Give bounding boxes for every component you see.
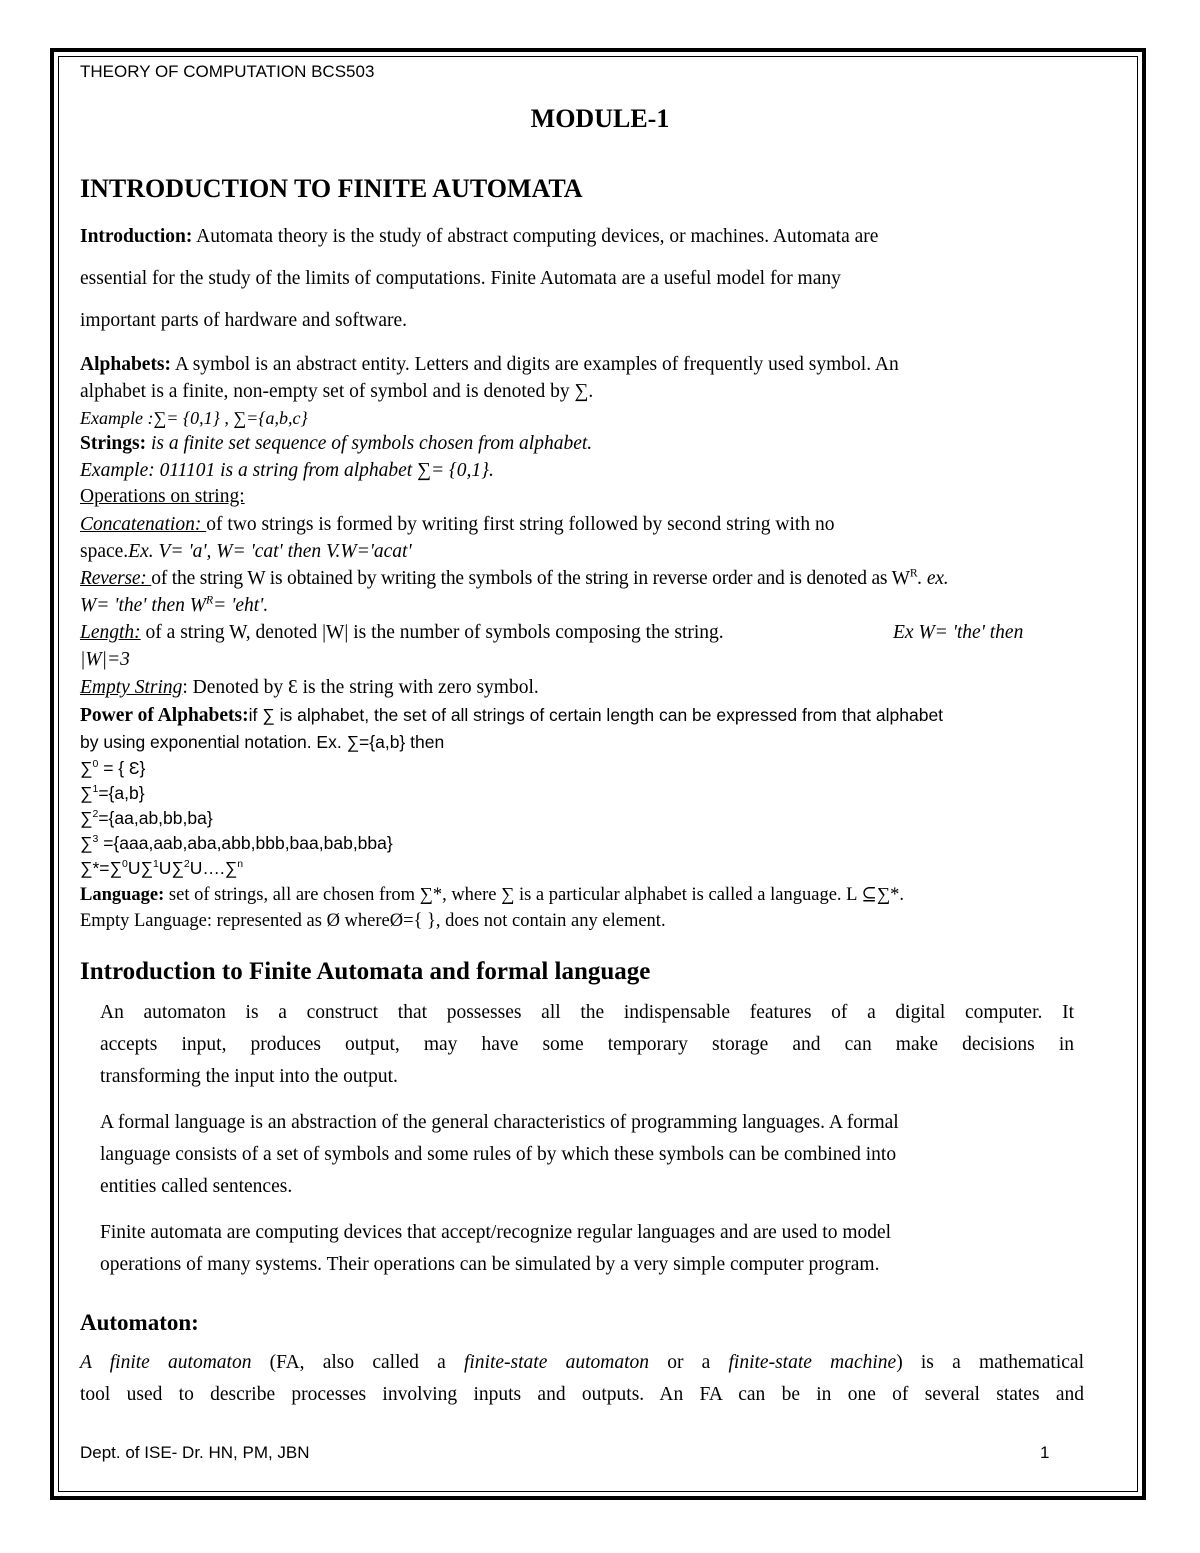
length-line-1 [80,622,724,644]
automaton-term-fsa: finite-state automaton [463,1352,649,1373]
power-three [80,833,393,854]
power-zero [80,758,145,779]
automaton-text-3: ) is a mathematical [896,1352,1084,1373]
fa-p2-line-2: language consists of a set of symbols and some rules of by which these symbols can be combined into [100,1144,897,1165]
star-s0: 0 [121,858,128,871]
footer-dept: Dept. of ISE- Dr. HN, PM, JBN [80,1443,310,1462]
power-one [80,783,145,804]
language-text-1: set of strings, all are chosen from ∑*, where ∑ is a particular alphabet is called a language. L ⊆∑*. [164,885,904,905]
reverse-label: Reverse: [80,568,152,589]
strings-example: Example: 011101 is a string from alphabet ∑= {0,1}. [80,460,494,481]
star-a: ∑*=∑ [80,858,122,878]
power-star [80,858,243,879]
concat-text-2a: space. [80,541,129,562]
intro-text-1: Automata theory is the study of abstract computing devices, or machines. Automata are [192,226,879,247]
reverse-ex-sup: R [206,593,214,607]
alphabets-example: Example :∑= {0,1} , ∑={a,b,c} [80,408,308,428]
reverse-text-1: of the string W is obtained by writing the symbols of the string in reverse order and is denoted as W [151,568,910,589]
power-one-set: ={a,b} [98,783,145,803]
automaton-text-1: (FA, also called a [251,1352,464,1373]
power-label: Power of Alphabets: [80,705,249,726]
concat-text-1: of two strings is formed by writing first string followed by second string with no [206,514,835,535]
fa-p1-line-1: An automaton is a construct that possesses all the indispensable features of a digital computer. It [100,1002,1074,1023]
reverse-line-1 [80,568,948,590]
automaton-line-2: tool used to describe processes involving inputs and outputs. An FA can be in one of several states and [80,1384,1084,1405]
reverse-ex-a: W= 'the' then W [80,595,207,616]
concat-example: Ex. V= 'a', W= 'cat' then V.W='acat' [128,541,412,562]
strings-label: Strings: [80,433,147,454]
power-three-sup: 3 [92,833,99,846]
fa-p2-line-1: A formal language is an abstraction of the general characteristics of programming languages. A formal [100,1112,899,1133]
page-header: THEORY OF COMPUTATION BCS503 [80,62,375,81]
automaton-term-fsm: finite-state machine [728,1352,897,1373]
empty-string-text: : Denoted by Ɛ is the string with zero symbol. [182,677,539,698]
alphabets-text-1: A symbol is an abstract entity. Letters and digits are examples of frequently used symbol. An [171,354,899,375]
reverse-ex-b: = 'eht'. [213,595,269,616]
automaton-text-2: or a [649,1352,729,1373]
alphabets-label: Alphabets: [80,354,172,375]
intro-label: Introduction: [80,226,193,247]
strings-line [80,433,592,455]
fa-p3-line-2: operations of many systems. Their operations can be simulated by a very simple computer program. [100,1254,880,1275]
intro-line-2: essential for the study of the limits of computations. Finite Automata are a useful model for many [80,268,841,289]
concat-line-2 [80,541,412,563]
strings-definition: is a finite set sequence of symbols chosen from alphabet. [146,433,593,454]
power-three-base: ∑ [80,833,93,853]
power-two-sup: 2 [92,808,99,821]
power-three-set: ={aaa,aab,aba,abb,bbb,baa,bab,bba} [98,833,393,853]
language-line-1 [80,884,904,906]
intro-line-1 [80,226,878,248]
star-sn: n [237,858,244,871]
intro-line-3: important parts of hardware and software. [80,310,408,331]
alphabets-line-1 [80,354,899,376]
page-number: 1 [1040,1443,1050,1462]
language-line-2: Empty Language: represented as Ø whereØ={ }, does not contain any element. [80,911,666,931]
reverse-sup: R [909,566,918,580]
reverse-line-2 [80,595,268,617]
star-c: U∑ [158,858,184,878]
star-s2: 2 [183,858,190,871]
power-one-sup: 1 [92,783,99,796]
concat-line-1 [80,514,834,536]
fa-p2-line-3: entities called sentences. [100,1176,293,1197]
power-line-2: by using exponential notation. Ex. ∑={a,b} then [80,732,445,752]
operations-heading: Operations on string: [80,486,245,507]
module-title: MODULE-1 [530,104,670,133]
concat-label: Concatenation: [80,514,207,535]
length-text: of a string W, denoted |W| is the number of symbols composing the string. [140,622,724,643]
fa-p1-line-3: transforming the input into the output. [100,1066,398,1087]
empty-string-line [80,677,539,699]
automaton-line-1 [80,1352,1084,1374]
power-two-base: ∑ [80,808,93,828]
power-one-base: ∑ [80,783,93,803]
length-example-b: |W|=3 [80,649,130,670]
power-two [80,808,213,829]
fa-p3-line-1: Finite automata are computing devices that accept/recognize regular languages and are used to model [100,1222,892,1243]
empty-string-label: Empty String [80,677,183,698]
star-s1: 1 [152,858,159,871]
length-label: Length: [80,622,141,643]
language-label: Language: [80,885,165,905]
power-two-set: ={aa,ab,bb,ba} [98,808,213,828]
power-text-1: if ∑ is alphabet, the set of all strings of certain length can be expressed from that alphabet [248,705,944,725]
power-zero-sup: 0 [92,758,99,771]
star-b: U∑ [127,858,153,878]
alphabets-line-2: alphabet is a finite, non-empty set of symbol and is denoted by ∑. [80,381,594,402]
power-zero-set: = { Ɛ} [98,758,146,778]
length-example-a: Ex W= 'the' then [893,622,1024,643]
automaton-term-fa: A finite automaton [80,1352,252,1373]
power-zero-base: ∑ [80,758,93,778]
power-line-1 [80,705,943,727]
fa-section-title: Introduction to Finite Automata and formal language [80,958,651,985]
automaton-title: Automaton: [80,1310,199,1335]
star-d: U….∑ [189,858,238,878]
fa-p1-line-2: accepts input, produces output, may have some temporary storage and can make decisions in [100,1034,1074,1055]
section-title: INTRODUCTION TO FINITE AUTOMATA [80,174,583,203]
reverse-text-1b: . ex. [917,568,949,589]
